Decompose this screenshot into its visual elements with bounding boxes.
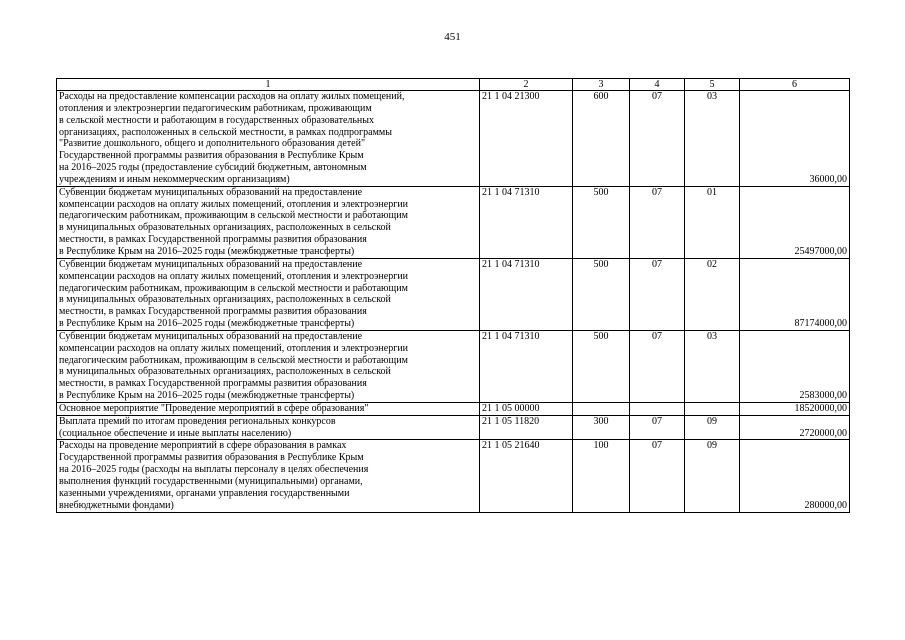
- section-code: 07: [630, 91, 685, 187]
- amount-value: 25497000,00: [740, 186, 850, 258]
- budget-classification-code: 21 1 05 11820: [480, 415, 573, 440]
- subsection-code: 01: [685, 186, 740, 258]
- row-description: Субвенции бюджетам муниципальных образований на предоставление компенсации расходов на оплату жилых помещений, отопления и электроэнергии педагогическим работникам, проживающим в сельской местности и работающим в муниципальных образовательных организациях, расположенных в сельской местности, в рамках Государственной программы развития образования в Республике Крым на 2016–2025 годы (межбюджетные трансферты): [57, 186, 480, 258]
- table-row: [57, 402, 850, 415]
- row-description: Субвенции бюджетам муниципальных образований на предоставление компенсации расходов на оплату жилых помещений, отопления и электроэнергии педагогическим работникам, проживающим в сельской местности и работающим в муниципальных образовательных организациях, расположенных в сельской местности, в рамках Государственной программы развития образования в Республике Крым на 2016–2025 годы (межбюджетные трансферты): [57, 258, 480, 330]
- column-header: 2: [480, 79, 573, 91]
- subsection-code: [685, 402, 740, 415]
- section-code: 07: [630, 415, 685, 440]
- table-row: [57, 415, 850, 440]
- amount-value: 2720000,00: [740, 415, 850, 440]
- expense-type-code: 600: [573, 91, 630, 187]
- table-row: [57, 440, 850, 512]
- subsection-code: 09: [685, 415, 740, 440]
- column-header: 4: [630, 79, 685, 91]
- table-row: [57, 91, 850, 187]
- row-description: Выплата премий по итогам проведения региональных конкурсов (социальное обеспечение и иные выплаты населению): [57, 415, 480, 440]
- subsection-code: 09: [685, 440, 740, 512]
- row-description: Расходы на предоставление компенсации расходов на оплату жилых помещений, отопления и электроэнергии педагогическим работникам, проживающим в сельской местности и работающим в государственных образовательных организациях, расположенных в сельской местности, в рамках подпрограммы "Развитие дошкольного, общего и дополнительного образования детей" Государственной программы развития образования в Республике Крым на 2016–2025 годы (предоставление субсидий бюджетным, автономным учреждениям и иным некоммерческим организациям): [57, 91, 480, 187]
- expense-type-code: 100: [573, 440, 630, 512]
- amount-value: 2583000,00: [740, 330, 850, 402]
- table-row: [57, 330, 850, 402]
- subsection-code: 03: [685, 91, 740, 187]
- budget-classification-code: 21 1 04 71310: [480, 258, 573, 330]
- expense-type-code: 500: [573, 186, 630, 258]
- budget-table: [56, 78, 850, 513]
- section-code: 07: [630, 440, 685, 512]
- expense-type-code: 300: [573, 415, 630, 440]
- table-row: [57, 258, 850, 330]
- expense-type-code: 500: [573, 258, 630, 330]
- subsection-code: 02: [685, 258, 740, 330]
- section-code: 07: [630, 258, 685, 330]
- budget-classification-code: 21 1 04 71310: [480, 186, 573, 258]
- section-code: 07: [630, 186, 685, 258]
- amount-value: 87174000,00: [740, 258, 850, 330]
- column-header: 1: [57, 79, 480, 91]
- table-header-row: [57, 79, 850, 91]
- row-description: Основное мероприятие "Проведение мероприятий в сфере образования": [57, 402, 480, 415]
- row-description: Расходы на проведение мероприятий в сфере образования в рамках Государственной программы развития образования в Республике Крым на 2016–2025 годы (расходы на выплаты персоналу в целях обеспечения выполнения функций государственными (муниципальными) органами, казенными учреждениями, органами управления государственными внебюджетными фондами): [57, 440, 480, 512]
- budget-classification-code: 21 1 05 00000: [480, 402, 573, 415]
- budget-classification-code: 21 1 05 21640: [480, 440, 573, 512]
- budget-classification-code: 21 1 04 71310: [480, 330, 573, 402]
- column-header: 6: [740, 79, 850, 91]
- amount-value: 18520000,00: [740, 402, 850, 415]
- row-description: Субвенции бюджетам муниципальных образований на предоставление компенсации расходов на оплату жилых помещений, отопления и электроэнергии педагогическим работникам, проживающим в сельской местности и работающим в муниципальных образовательных организациях, расположенных в сельской местности, в рамках Государственной программы развития образования в Республике Крым на 2016–2025 годы (межбюджетные трансферты): [57, 330, 480, 402]
- subsection-code: 03: [685, 330, 740, 402]
- column-header: 3: [573, 79, 630, 91]
- expense-type-code: 500: [573, 330, 630, 402]
- section-code: 07: [630, 330, 685, 402]
- amount-value: 280000,00: [740, 440, 850, 512]
- column-header: 5: [685, 79, 740, 91]
- page-number: 451: [444, 31, 461, 43]
- budget-classification-code: 21 1 04 21300: [480, 91, 573, 187]
- amount-value: 36000,00: [740, 91, 850, 187]
- section-code: [630, 402, 685, 415]
- expense-type-code: [573, 402, 630, 415]
- table-row: [57, 186, 850, 258]
